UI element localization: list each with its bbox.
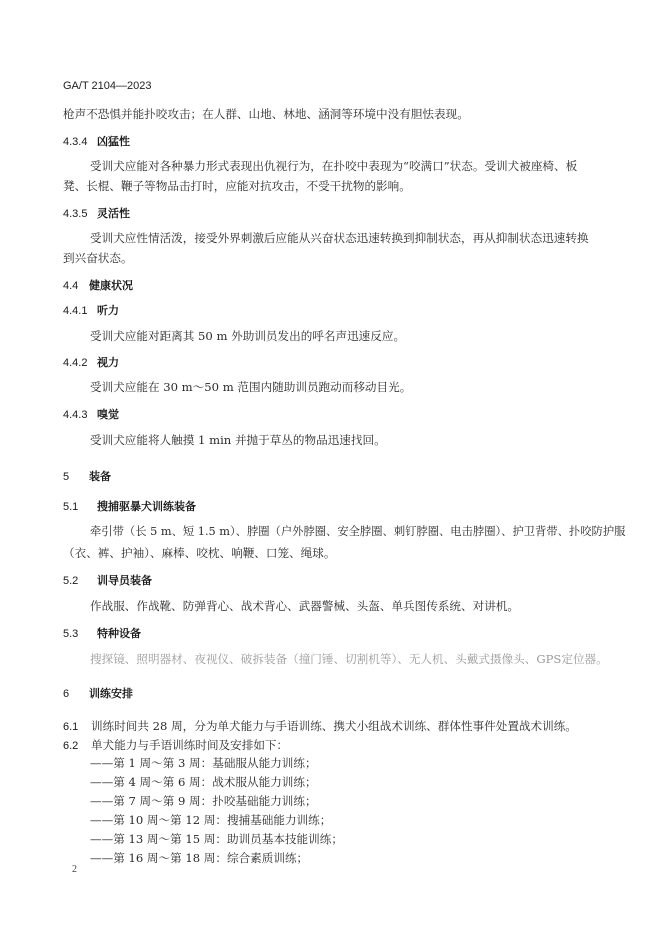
paragraph-4-3-5-line2: 到兴奋状态。 [63, 251, 133, 265]
heading-4-3-5 [63, 206, 130, 222]
heading-number: 4.4.2 [63, 357, 88, 369]
heading-number: 4.4.1 [63, 305, 88, 317]
heading-title: 凶猛性 [97, 135, 130, 148]
paragraph-4-3-4-line2: 凳、长棍、鞭子等物品击打时，应能对抗攻击，不受干扰物的影响。 [63, 179, 411, 193]
list-item: ——第 1 周～第 3 周：基础服从能力训练； [90, 756, 317, 770]
list-item: ——第 16 周～第 18 周：综合素质训练； [90, 851, 309, 865]
paragraph-5-1-line2: （衣、裤、护袖）、麻棒、咬枕、响鞭、口笼、绳球。 [63, 546, 336, 560]
paragraph-4-4-1: 受训犬应能对距离其 50 m 外助训员发出的呼名声迅速反应。 [90, 329, 406, 343]
heading-title: 健康状况 [89, 279, 133, 292]
list-item: ——第 4 周～第 6 周：战术服从能力训练； [90, 775, 317, 789]
heading-5-1 [63, 499, 196, 515]
heading-5-2 [63, 573, 152, 589]
paragraph-5-2: 作战服、作战靴、防弹背心、战术背心、武器警械、头盔、单兵图传系统、对讲机。 [90, 599, 519, 613]
list-item: ——第 13 周～第 15 周：助训员基本技能训练； [90, 832, 343, 846]
heading-title: 特种设备 [97, 627, 141, 640]
heading-title: 训导员装备 [97, 574, 152, 587]
paragraph-4-4-3: 受训犬应能将人触摸 1 min 并抛于草丛的物品迅速找回。 [90, 433, 386, 447]
heading-number: 5.3 [63, 628, 79, 640]
item-6-2 [63, 737, 288, 754]
item-6-1 [63, 718, 577, 735]
page-number: 2 [72, 864, 77, 875]
heading-number: 5.1 [63, 501, 79, 513]
heading-5-3 [63, 626, 141, 642]
paragraph-4-3-5-line1: 受训犬应性情活泼，接受外界刺激后应能从兴奋状态迅速转换到抑制状态，再从抑制状态迅速转换 [90, 231, 589, 245]
list-item: ——第 10 周～第 12 周：搜捕基础能力训练； [90, 813, 332, 827]
item-text: 训练时间共 28 周，分为单犬能力与手语训练、携犬小组战术训练、群体性事件处置战术训练。 [91, 719, 577, 733]
list-item: ——第 7 周～第 9 周：扑咬基础能力训练； [90, 794, 317, 808]
paragraph-continuation: 枪声不恐惧并能扑咬攻击；在人群、山地、林地、涵洞等环境中没有胆怯表现。 [63, 107, 469, 121]
heading-title: 搜捕驱暴犬训练装备 [97, 500, 196, 513]
heading-title: 装备 [89, 470, 111, 483]
paragraph-4-3-4-line1: 受训犬应能对各种暴力形式表现出仇视行为，在扑咬中表现为“咬满口”状态。受训犬被座椅、板 [90, 159, 578, 173]
heading-6 [63, 686, 133, 702]
paragraph-5-1-line1: 牵引带（长 5 m、短 1.5 m）、脖圈（户外脖圈、安全脖圈、刺钉脖圈、电击脖圈）、护卫背带、扑咬防护服 [90, 525, 626, 538]
heading-number: 4.4.3 [63, 409, 88, 421]
heading-title: 嗅觉 [97, 408, 119, 421]
heading-5 [63, 469, 111, 485]
heading-4-3-4 [63, 134, 130, 150]
heading-4-4-3 [63, 407, 119, 423]
heading-title: 训练安排 [89, 687, 133, 700]
heading-number: 6 [63, 688, 70, 700]
heading-title: 听力 [97, 304, 119, 317]
item-text: 单犬能力与手语训练时间及安排如下： [91, 738, 289, 752]
item-number: 6.2 [63, 740, 79, 752]
paragraph-5-3: 搜探镜、照明器材、夜视仪、破拆装备（撞门锤、切割机等）、无人机、头戴式摄像头、GPS定位器。 [90, 652, 608, 666]
heading-number: 5.2 [63, 575, 79, 587]
heading-title: 视力 [97, 356, 119, 369]
heading-4-4-1 [63, 303, 119, 319]
paragraph-4-4-2: 受训犬应能在 30 m～50 m 范围内随助训员跑动而移动目光。 [90, 380, 412, 394]
item-number: 6.1 [63, 721, 79, 733]
heading-number: 4.3.4 [63, 136, 88, 148]
heading-number: 4.4 [63, 280, 79, 292]
standard-number: GA/T 2104—2023 [63, 80, 152, 92]
heading-title: 灵活性 [97, 207, 130, 220]
heading-number: 4.3.5 [63, 208, 88, 220]
heading-4-4 [63, 278, 133, 294]
heading-number: 5 [63, 471, 70, 483]
heading-4-4-2 [63, 355, 119, 371]
